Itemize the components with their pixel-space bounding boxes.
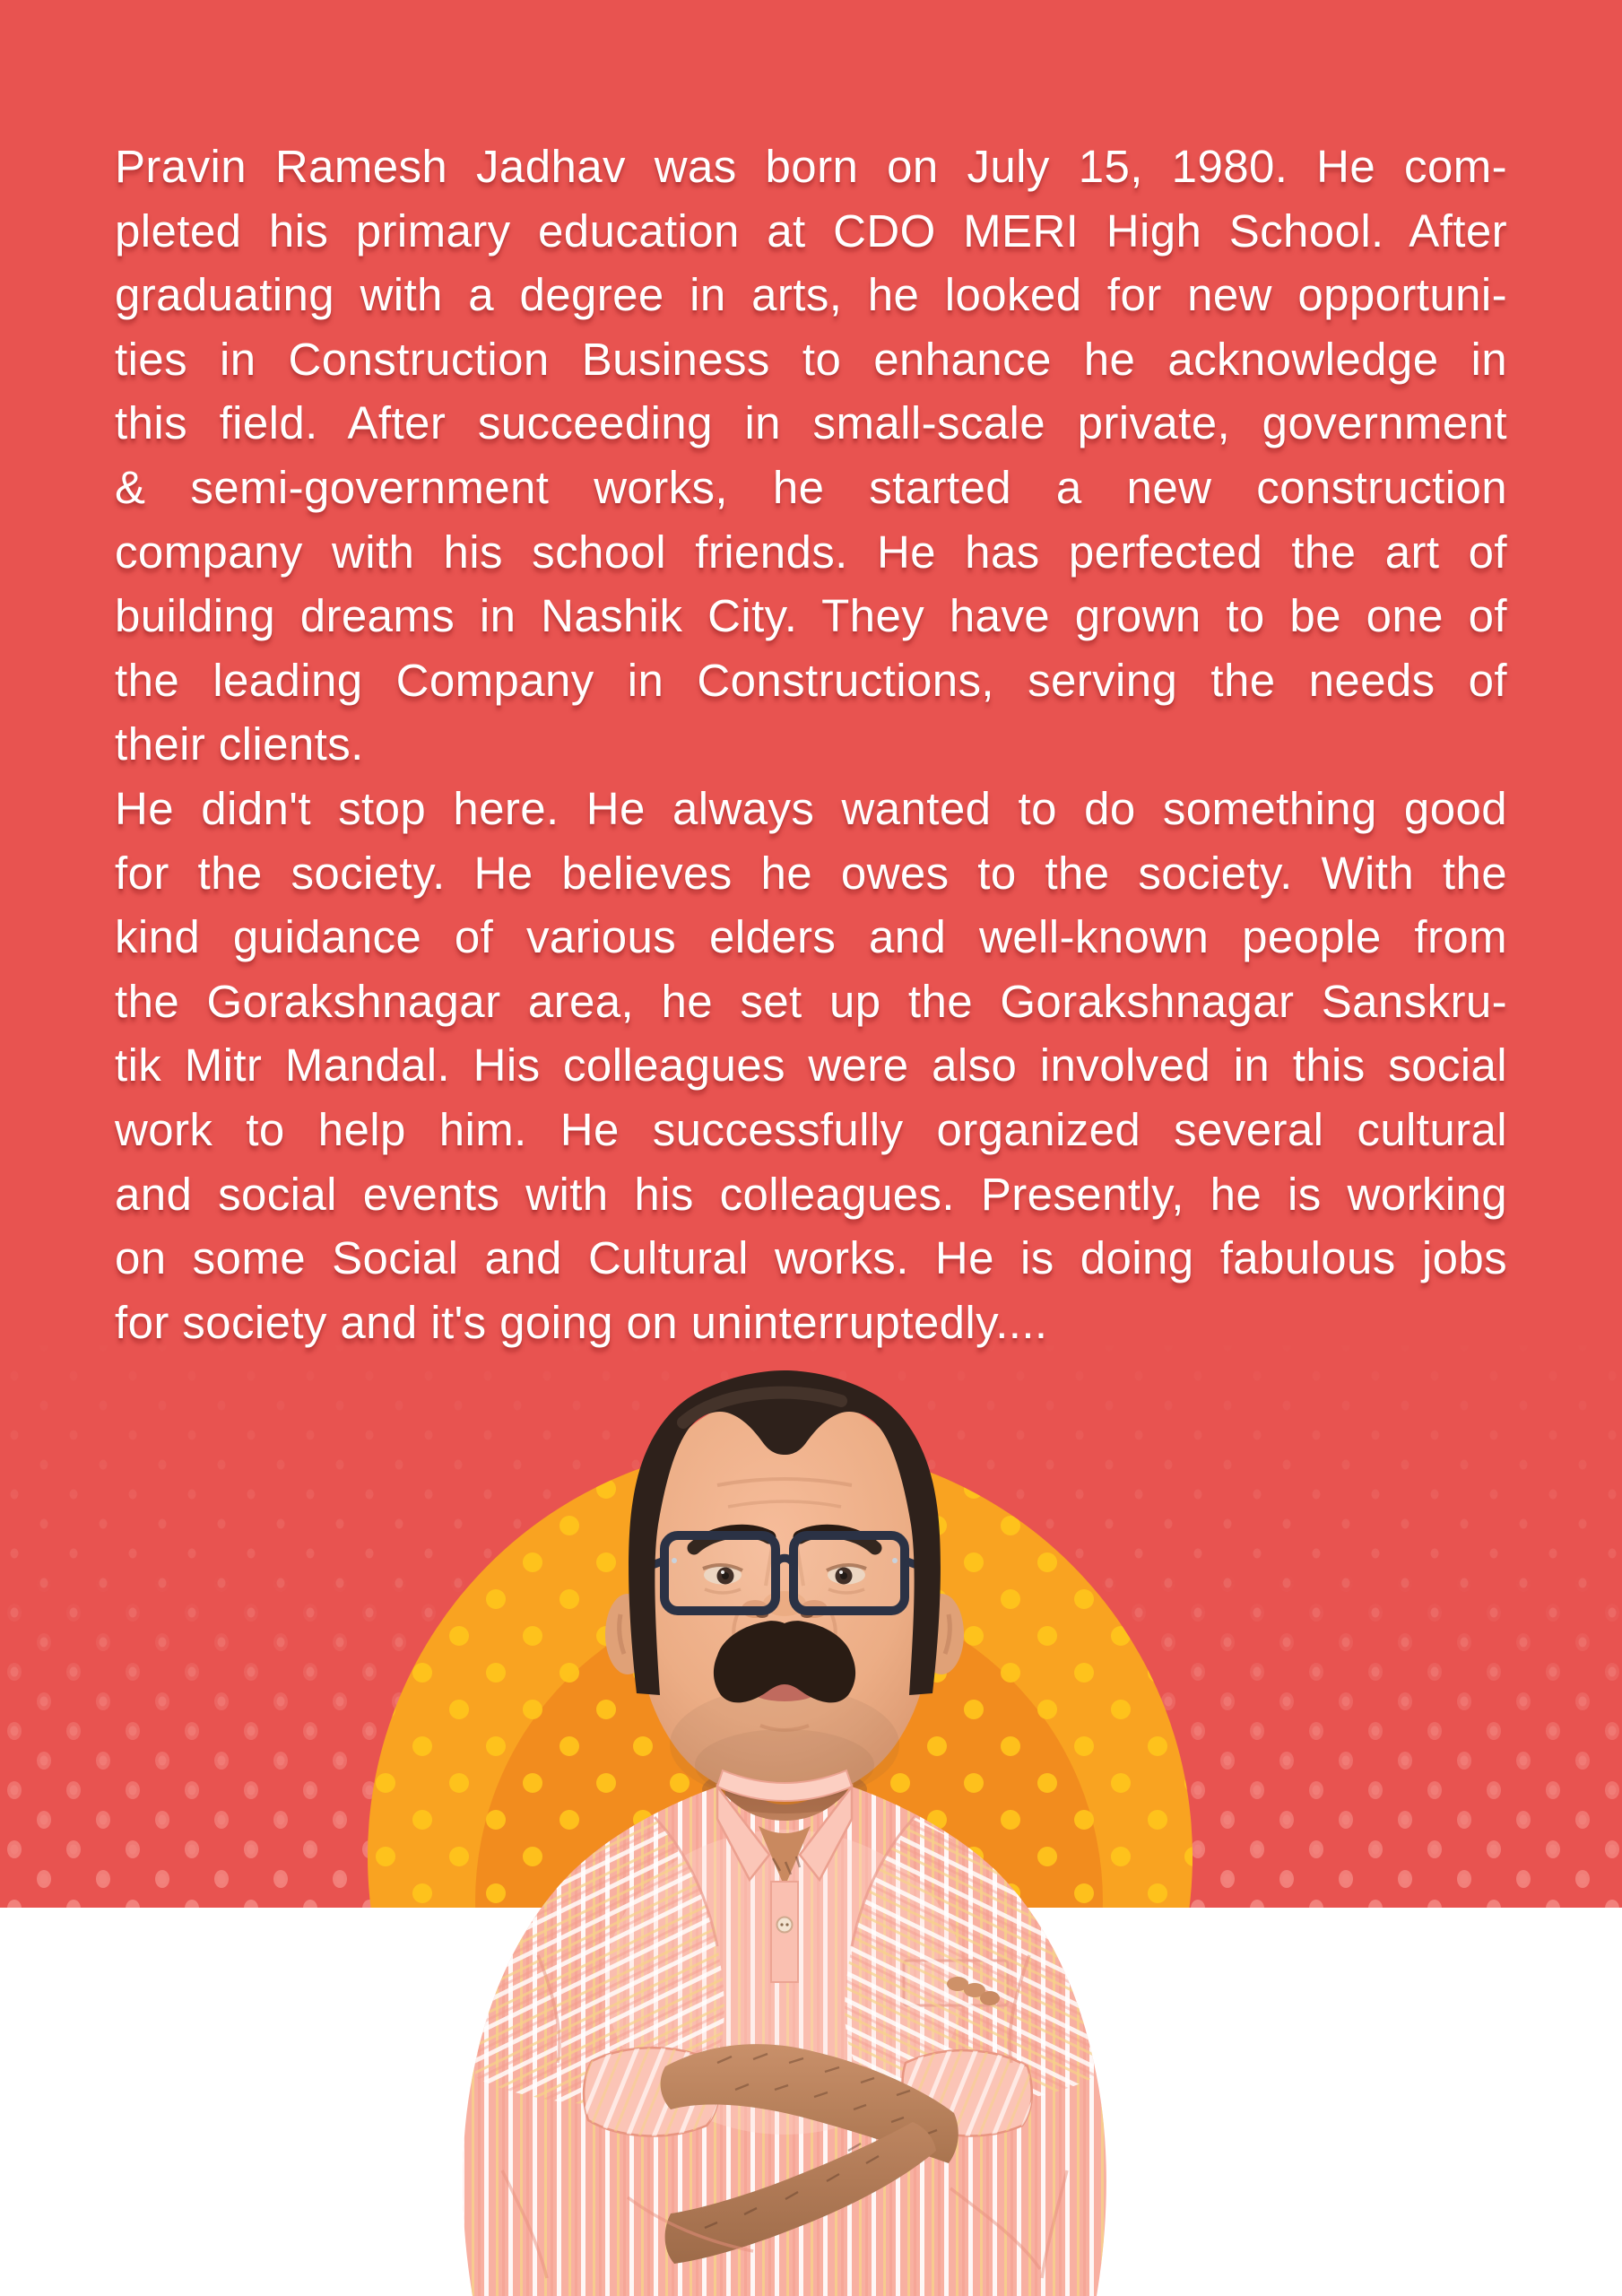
bio-line: their clients.: [115, 718, 364, 770]
bio-line: the Gorakshnagar area, he set up the Gorakshnagar Sanskru-: [115, 975, 1507, 1027]
bio-line: on some Social and Cultural works. He is doing fabulous jobs: [115, 1232, 1507, 1284]
bio-line: building dreams in Nashik City. They have grown to be one of: [115, 590, 1507, 642]
bio-line: for the society. He believes he owes to the society. With the: [115, 847, 1507, 899]
bio-line: graduating with a degree in arts, he looked for new opportuni-: [115, 269, 1507, 321]
bio-line: this field. After succeeding in small-scale private, government: [115, 397, 1507, 449]
bio-line: ties in Construction Business to enhance he acknowledge in: [115, 333, 1507, 385]
bio-line: the leading Company in Constructions, serving the needs of: [115, 654, 1507, 706]
bio-line: pleted his primary education at CDO MERI High School. After: [115, 204, 1507, 257]
bio-line: for society and it's going on uninterruptedly....: [115, 1296, 1048, 1348]
bio-line: and social events with his colleagues. Presently, he is working: [115, 1168, 1507, 1220]
bio-line: Pravin Ramesh Jadhav was born on July 15, 1980. He com-: [115, 141, 1507, 192]
bio-line: He didn't stop here. He always wanted to do something good: [115, 782, 1507, 834]
bio-line: work to help him. He successfully organized several cultural: [115, 1103, 1507, 1155]
bio-line: tik Mitr Mandal. His colleagues were also involved in this social: [115, 1039, 1507, 1091]
biography-text: [115, 135, 1507, 1354]
bio-line: & semi-government works, he started a new construction: [115, 461, 1507, 513]
bio-line: company with his school friends. He has perfected the art of: [115, 526, 1507, 578]
bio-line: kind guidance of various elders and well-known people from: [115, 911, 1507, 963]
